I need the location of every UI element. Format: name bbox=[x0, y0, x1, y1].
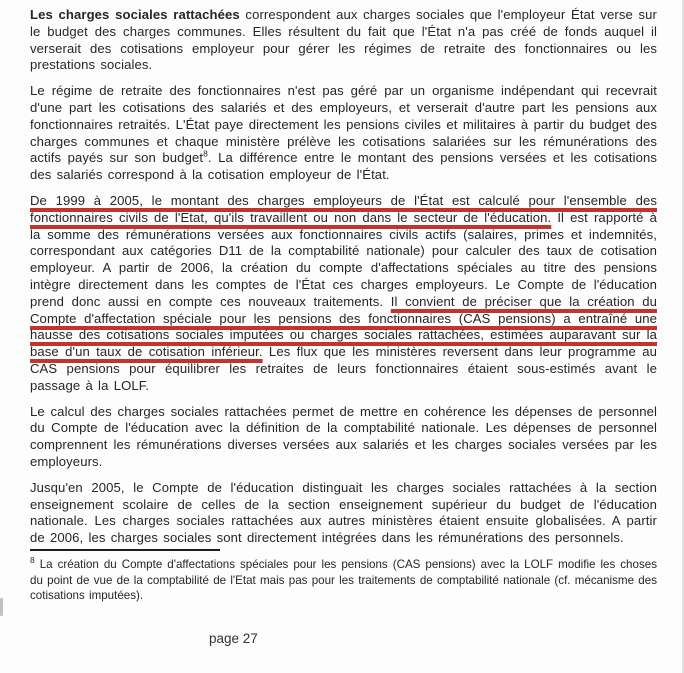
paragraph-4: Le calcul des charges sociales rattachées permet de mettre en cohérence les dépenses de personnel du Compte de l'éducation avec la définition de la comptabilité nationale. Les dépenses de personnel comprennent les rémunérations diverses versées aux salariés et les charges sociales versées par les employeurs. bbox=[30, 403, 657, 469]
red-underlined-passage-2: Il convient de préciser que la création du Compte d'affectation spéciale pour les pensions des fonctionnaires (CAS pensions) a entraîné une hausse des cotisations sociales imputées ou charges sociales rattachées, estimées auparavant sur la base d'un taux de cotisation inférieur. bbox=[30, 293, 657, 360]
footnote-8-text: La création du Compte d'affectations spéciales pour les pensions (CAS pensions) avec la LOLF modifie les choses du point de vue de la comptabilité de l'Etat mais pas pour les traitements de comptabilité nationale (cf. mécanisme des cotisations imputées). bbox=[30, 558, 657, 603]
footnote-separator-rule bbox=[30, 549, 220, 551]
footnote-8-marker: 8 bbox=[30, 555, 35, 566]
paragraph-3-end-text: Les flux que les ministères reversent dans leur programme au CAS pensions pour équilibrer les retraites de leurs fonctionnaires étaient sous-estimés avant le passage à la LOLF. bbox=[30, 344, 657, 393]
text-column bbox=[30, 7, 657, 556]
footnote-reference-8: 8 bbox=[203, 149, 208, 160]
paragraph-2-text-after-ref: . La différence entre le montant des pensions versées et les cotisations des salariés correspond à la cotisation employeur de l'État. bbox=[30, 150, 657, 183]
red-underlined-passage-1: De 1999 à 2005, le montant des charges employeurs de l'État est calculé pour l'ensemble des fonctionnaires civils de l'Etat, qu'ils travaillent ou non dans le secteur de l'éducation. bbox=[30, 192, 657, 225]
paragraph-1 bbox=[30, 7, 657, 74]
paragraph-3-middle-text: Il est rapporté à la somme des rémunérations versées aux fonctionnaires civils actifs (salaires, primes et indemnités, correspondant aux catégories D11 de la comptabilité nationale) pour calculer des taux de cotisation employeur. A partir de 2006, la création du compte d'affectations spéciales au titre des pensions intègre directement dans les comptes de l'État ces charges employeurs. Le Compte de l'éducation prend donc aussi en compte ces nouveaux traitements. bbox=[30, 209, 657, 309]
footnote-block bbox=[30, 549, 657, 604]
paragraph-1-lead-bold: Les charges sociales rattachées bbox=[30, 7, 240, 22]
paragraph-2-text: Le régime de retraite des fonctionnaires n'est pas géré par un organisme indépendant qui recevrait d'une part les cotisations des salariés et des employeurs, et verserait d'autre part les pensions aux fonctionnaires retraités. L'État paye directement les pensions civiles et militaires à partir du budget des charges communes et chaque ministère prélève les cotisations salariées sur les rémunérations des actifs payés sur son budget bbox=[30, 83, 657, 166]
paragraph-5: Jusqu'en 2005, le Compte de l'éducation distinguait les charges sociales rattachées à la section enseignement scolaire de celles de la section enseignement supérieur du budget de l'éducation nationale. Les charges sociales rattachées aux autres ministères étaient ensuite globalisées. A partir de 2006, les charges sociales sont directement intégrées dans les rémunérations des personnels. bbox=[30, 479, 657, 546]
paragraph-3 bbox=[30, 193, 657, 395]
scan-edge-artifact-left bbox=[0, 598, 3, 616]
page-number: page 27 bbox=[209, 631, 258, 646]
footnote-8 bbox=[30, 557, 657, 604]
paragraph-2 bbox=[30, 83, 657, 184]
paragraph-1-text: correspondent aux charges sociales que l'employeur État verse sur le budget des charges communes. Elles résultent du fait que l'État n'a pas créé de fonds auquel il verserait des cotisations employeur pour gérer les régimes de retraite des fonctionnaires ou les prestations sociales. bbox=[30, 7, 657, 73]
